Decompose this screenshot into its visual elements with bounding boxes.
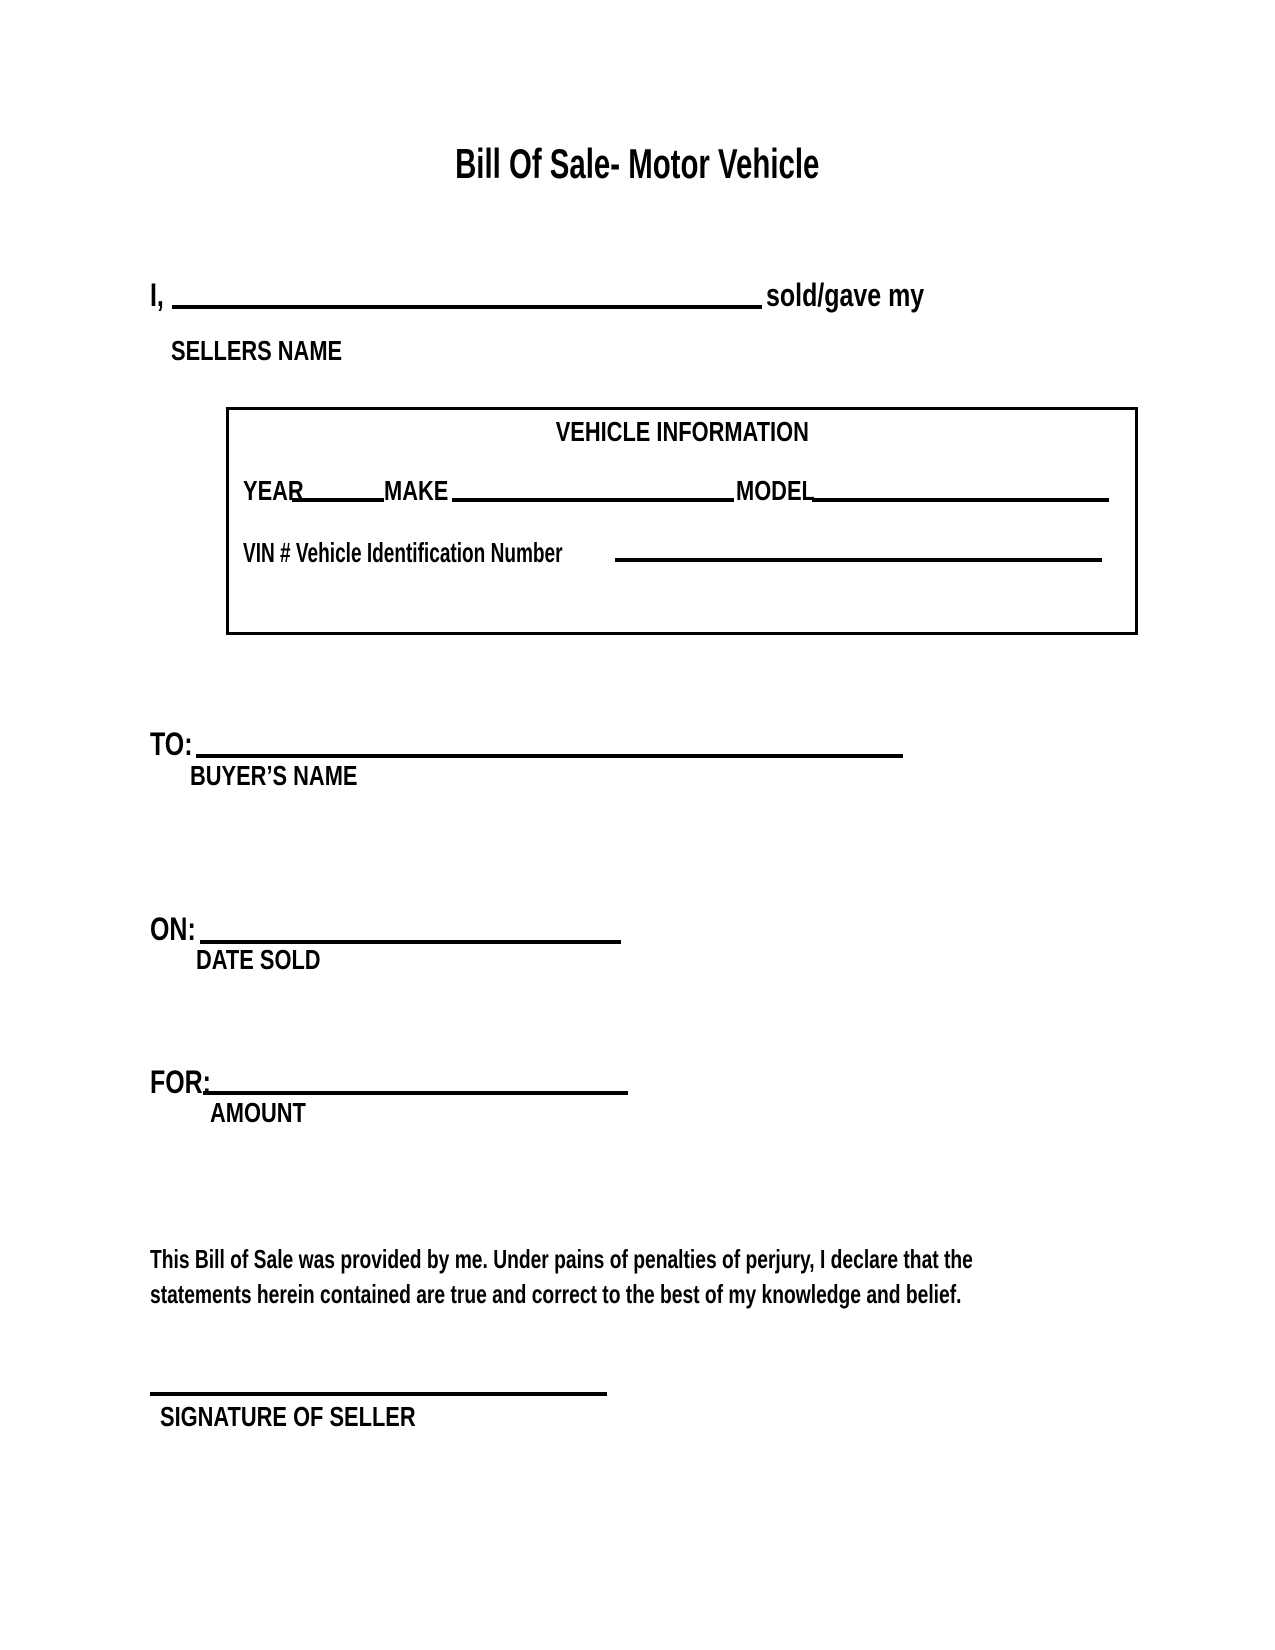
amount-field[interactable] (203, 1067, 628, 1095)
year-field[interactable] (292, 474, 384, 502)
make-label: MAKE (384, 475, 449, 506)
to-prefix: TO: (150, 726, 193, 762)
vin-field[interactable] (615, 534, 1102, 562)
declaration-line-2: statements herein contained are true and correct to the best of my knowledge and belief. (150, 1279, 962, 1309)
vehicle-information-box (226, 407, 1138, 635)
buyer-name-field[interactable] (196, 730, 903, 758)
model-value (812, 474, 1109, 498)
vehicle-information-heading-row (229, 418, 1135, 446)
seller-name-value (172, 280, 762, 305)
buyer-name-value (196, 730, 903, 754)
date-sold-value (200, 916, 621, 940)
declaration-paragraph (150, 1242, 1262, 1312)
vin-value (615, 534, 1102, 558)
buyers-name-label: BUYER’S NAME (190, 760, 358, 791)
amount-label: AMOUNT (210, 1097, 306, 1128)
on-prefix: ON: (150, 911, 196, 947)
document-title-row (0, 140, 1275, 187)
signature-of-seller-label: SIGNATURE OF SELLER (160, 1401, 416, 1432)
for-prefix: FOR: (150, 1064, 211, 1100)
seller-signature-field[interactable] (150, 1368, 607, 1396)
model-field[interactable] (812, 474, 1109, 502)
seller-signature-value (150, 1368, 607, 1392)
year-label: YEAR (243, 475, 304, 506)
declaration-line-1: This Bill of Sale was provided by me. Under pains of penalties of perjury, I declare that the (150, 1244, 973, 1274)
seller-name-field[interactable] (172, 280, 762, 309)
seller-line-prefix: I, (150, 277, 164, 313)
amount-value (203, 1067, 628, 1091)
vin-label: VIN # Vehicle Identification Number (243, 537, 563, 568)
make-field[interactable] (452, 474, 734, 502)
sellers-name-label: SELLERS NAME (171, 335, 343, 366)
make-value (452, 474, 734, 498)
page-title: Bill Of Sale- Motor Vehicle (455, 140, 820, 187)
seller-line-suffix: sold/gave my (766, 277, 925, 313)
year-value (292, 474, 384, 498)
date-sold-field[interactable] (200, 916, 621, 944)
model-label: MODEL (736, 475, 815, 506)
date-sold-label: DATE SOLD (196, 944, 321, 975)
vehicle-information-heading: VEHICLE INFORMATION (555, 416, 809, 447)
